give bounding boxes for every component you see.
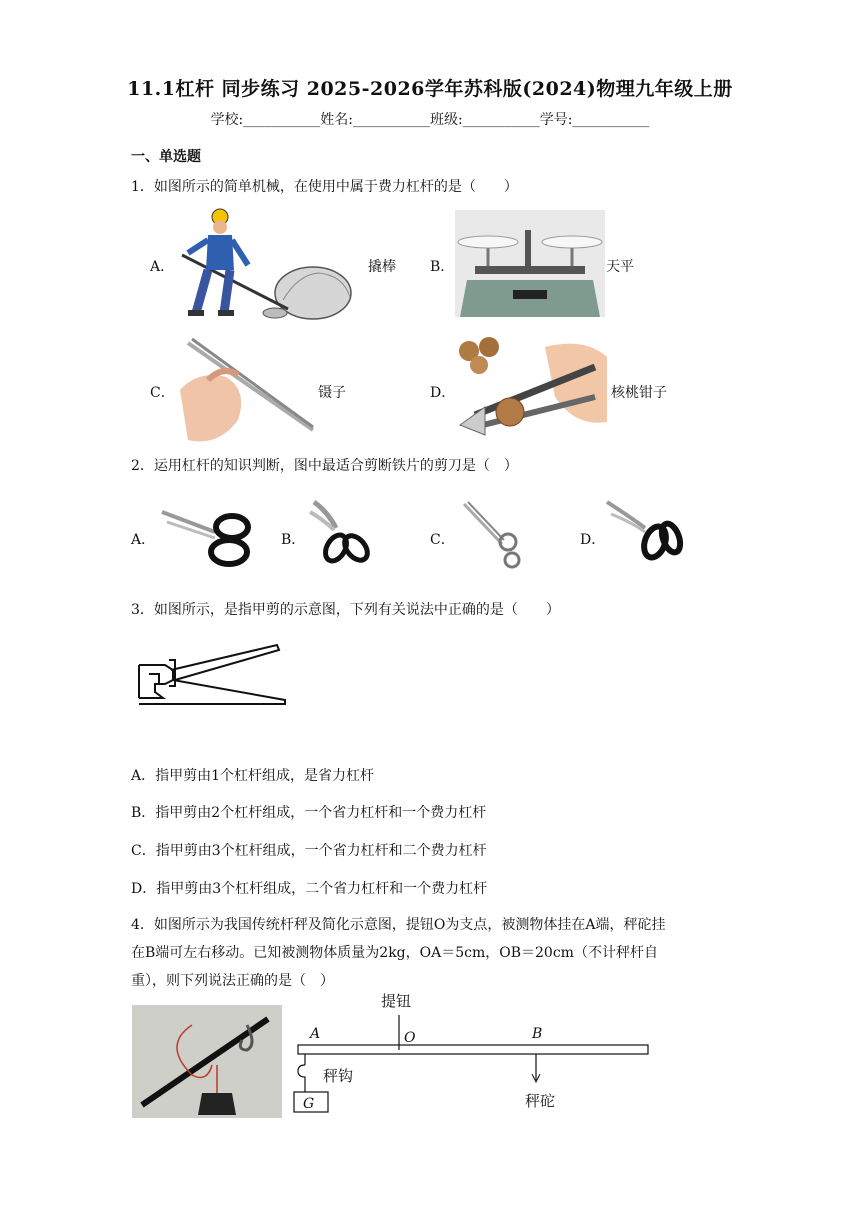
counterweight-label: 秤砣 bbox=[525, 1092, 556, 1110]
q4-stem-line-1: 4．如图所示为我国传统杆秤及简化示意图，提钮O为支点，被测物体挂在A端，秤砣挂 bbox=[131, 917, 666, 933]
q1-option-c-label: 镊子 bbox=[318, 385, 346, 401]
q3-stem: 3．如图所示，是指甲剪的示意图，下列有关说法中正确的是（ ） bbox=[131, 602, 560, 618]
tweezers-image bbox=[178, 335, 318, 447]
point-o-label: O bbox=[404, 1030, 416, 1046]
q1-option-d-label: 核桃钳子 bbox=[611, 385, 667, 401]
nutcracker-image bbox=[455, 337, 607, 441]
section-heading: 一、单选题 bbox=[131, 149, 201, 165]
q4-stem-line-2: 在B端可左右移动。已知被测物体质量为2kg，OA＝5cm，OB＝20cm（不计秤杆自 bbox=[131, 945, 658, 961]
q2-option-c-letter: C． bbox=[430, 532, 455, 548]
q3-option-c: C．指甲剪由3个杠杆组成，一个省力杠杆和二个费力杠杆 bbox=[131, 843, 487, 859]
scissors-a-image bbox=[157, 502, 257, 570]
scissors-b-image bbox=[306, 498, 372, 570]
handle-label: 提钮 bbox=[381, 992, 412, 1010]
point-b-label: B bbox=[532, 1026, 543, 1042]
q3-option-d: D．指甲剪由3个杠杆组成，二个省力杠杆和一个费力杠杆 bbox=[131, 881, 488, 897]
point-a-label: A bbox=[310, 1026, 321, 1042]
q1-option-c-letter: C． bbox=[150, 385, 175, 401]
q1-option-a-letter: A． bbox=[150, 259, 175, 275]
student-info-line: 学校:___________姓名:___________班级:___________学号:___________ bbox=[210, 112, 650, 128]
q1-option-a-label: 撬棒 bbox=[368, 259, 396, 275]
crowbar-worker-image bbox=[178, 205, 354, 320]
steelyard-diagram bbox=[290, 990, 652, 1115]
q1-option-b-letter: B． bbox=[430, 259, 455, 275]
balance-scale-image bbox=[455, 210, 605, 317]
q3-option-a: A．指甲剪由1个杠杆组成，是省力杠杆 bbox=[131, 768, 375, 784]
scissors-c-image bbox=[460, 500, 526, 572]
q2-option-d-letter: D． bbox=[580, 532, 606, 548]
weight-g-label: G bbox=[303, 1096, 315, 1112]
q3-option-b: B．指甲剪由2个杠杆组成，一个省力杠杆和一个费力杠杆 bbox=[131, 805, 487, 821]
q2-stem: 2．运用杠杆的知识判断，图中最适合剪断铁片的剪刀是（ ） bbox=[131, 458, 518, 474]
hook-label: 秤钩 bbox=[323, 1067, 354, 1085]
q1-option-b-label: 天平 bbox=[606, 259, 634, 275]
nail-clipper-diagram bbox=[135, 640, 287, 710]
scissors-d-image bbox=[605, 498, 681, 570]
q1-stem: 1．如图所示的简单机械，在使用中属于费力杠杆的是（ ） bbox=[131, 179, 518, 195]
steelyard-photo bbox=[132, 1005, 282, 1118]
page-title: 11.1杠杆 同步练习 2025-2026学年苏科版(2024)物理九年级上册 bbox=[127, 78, 733, 100]
q2-option-b-letter: B． bbox=[281, 532, 306, 548]
q1-option-d-letter: D． bbox=[430, 385, 456, 401]
q2-option-a-letter: A． bbox=[131, 532, 156, 548]
q4-stem-line-3: 重），则下列说法正确的是（ ） bbox=[131, 973, 334, 989]
